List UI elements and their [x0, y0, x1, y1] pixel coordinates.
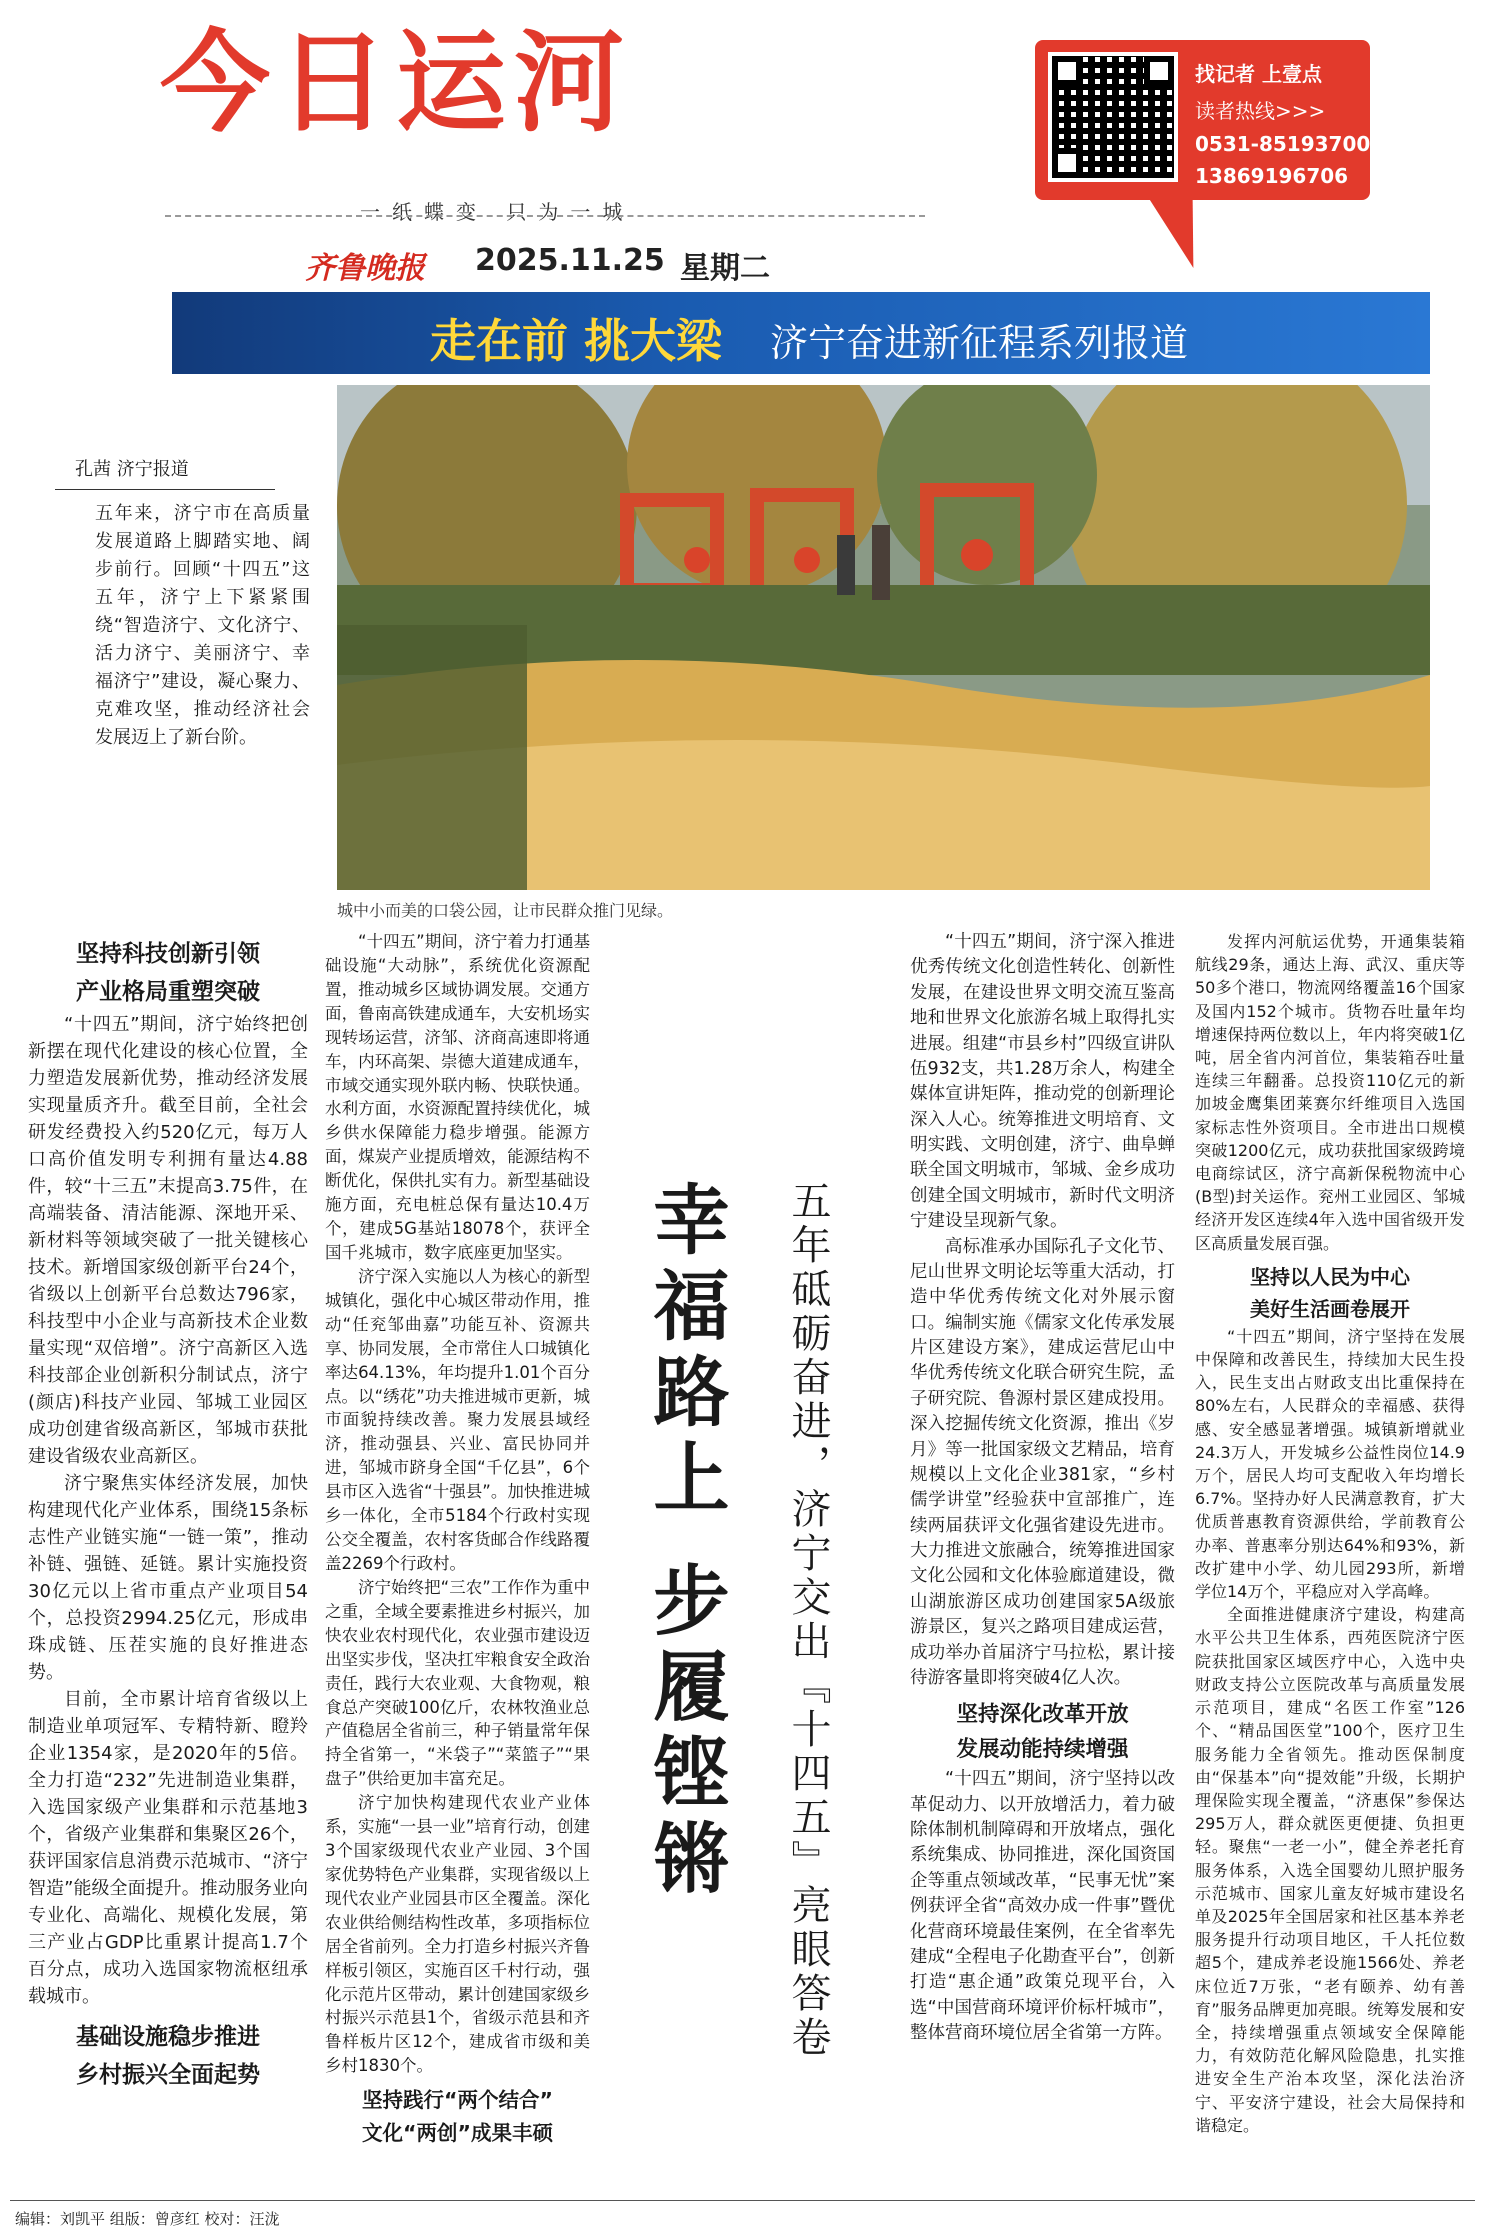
- section-2-paragraph-1: “十四五”期间，济宁着力打通基础设施“大动脉”，系统优化资源配置，推动城乡区域协调发展。交通方面，鲁南高铁建成通车，大安机场实现转场运营，济邹、济商高速即将通车，内环高架、崇德大道建成通车，市域交通实现外联内畅、快联快通。水利方面，水资源配置持续优化，城乡供水保障能力稳步增强。能源方面，煤炭产业提质增效，能源结构不断优化，保供扎实有力。新型基础设施方面，充电桩总保有量达10.4万个，建成5G基站18078个，获评全国千兆城市，数字底座更加坚实。: [325, 932, 590, 1262]
- section-2-paragraph-4: 济宁加快构建现代农业产业体系，实施“一县一业”培育行动，创建3个国家级现代农业产业园、3个国家优势特色产业集群，实现省级以上现代农业产业园县市区全覆盖。深化农业供给侧结构性改革，多项指标位居全省前列。全力打造乡村振兴齐鲁样板引领区，实施百区千村行动，强化示范片区带动，累计创建国家级乡村振兴示范县1个，省级示范县和齐鲁样板片区12个，建成省市级和美乡村1830个。: [325, 1793, 590, 2076]
- section-3-heading-2: 文化“两创”成果丰硕: [362, 2121, 553, 2146]
- section-2-paragraph-3: 济宁始终把“三农”工作作为重中之重，全域全要素推进乡村振兴，加快农业农村现代化，农业强市建设迈出坚实步伐，坚决扛牢粮食安全政治责任，践行大农业观、大食物观，粮食总产突破100亿斤，农林牧渔业总产值稳居全省前三，种子销量常年保持全省第一，“米袋子”“菜篮子”“果盘子”供给更加丰富充足。: [325, 1577, 590, 1789]
- column-1: [28, 935, 308, 2094]
- section-3-paragraph-2: 高标准承办国际孔子文化节、尼山世界文明论坛等重大活动，打造中华优秀传统文化对外展示窗口。编制实施《儒家文化传承发展片区建设方案》，建成运营尼山中华优秀传统文化联合研究生院，孟子研究院、鲁源村景区建成投用。深入挖掘传统文化资源，推出《岁月》等一批国家级文艺精品，培育规模以上文化企业381家，“乡村儒学讲堂”经验获中宣部推广，连续两届获评文化强省建设先进市。大力推进文旅融合，统筹推进国家文化公园和文化体验廊道建设，微山湖旅游区成功创建国家5A级旅游景区，复兴之路项目建成运营，成功举办首届济宁马拉松，累计接待游客量即将突破4亿人次。: [910, 1236, 1175, 1688]
- section-2-heading-1: 基础设施稳步推进: [76, 2024, 260, 2050]
- hotline-phone-1[interactable]: 0531-85193700: [1195, 132, 1371, 156]
- column-4: [1195, 930, 1465, 2137]
- section-1-paragraph-3: 目前，全市累计培育省级以上制造业单项冠军、专精特新、瞪羚企业1354家，是2020年的5倍。全力打造“232”先进制造业集群，入选国家级产业集群和示范基地3个，省级产业集群和集聚区26个，获评国家信息消费示范城市、“济宁智造”能级全面提升。推动服务业向专业化、高端化、规模化发展，第三产业占GDP比重累计提高1.7个百分点，成功入选国家物流枢纽承载城市。: [28, 1689, 308, 2007]
- paper-brand: 齐鲁晚报: [305, 251, 425, 286]
- banner-subtitle: 济宁奋进新征程系列报道: [770, 321, 1189, 365]
- qr-code-icon[interactable]: [1048, 52, 1178, 182]
- issue-weekday: 星期二: [680, 251, 770, 286]
- section-1-heading-1: 坚持科技创新引领: [76, 941, 260, 967]
- section-4-heading-1: 坚持深化改革开放: [956, 1702, 1129, 1728]
- masthead-slogan: 一纸蝶变 只为一城: [360, 200, 635, 224]
- hotline-slogan: 找记者 上壹点: [1195, 62, 1322, 86]
- masthead-divider: [165, 215, 925, 217]
- footer-divider: [10, 2200, 1475, 2201]
- section-4-paragraph-1: “十四五”期间，济宁坚持以改革促动力、以开放增活力，着力破除体制机制障碍和开放堵点，强化系统集成、协同推进，深化国资国企等重点领域改革，“民事无忧”案例获评全省“高效办成一件事”暨优化营商环境最佳案例，在全省率先建成“全程电子化勘查平台”，创新打造“惠企通”政策兑现平台，入选“中国营商环境评价标杆城市”，整体营商环境位居全省第一方阵。: [910, 1769, 1175, 2043]
- hotline-phone-2[interactable]: 13869196706: [1195, 164, 1349, 188]
- section-3-paragraph-1: “十四五”期间，济宁深入推进优秀传统文化创造性转化、创新性发展，在建设世界文明交流互鉴高地和世界文化旅游名城上取得扎实进展。组建“市县乡村”四级宣讲队伍932支，共1.28万余人，构建全媒体宣讲矩阵，推动党的创新理论深入人心。统筹推进文明培育、文明实践、文明创建，济宁、曲阜蝉联全国文明城市，邹城、金乡成功创建全国文明城市，新时代文明济宁建设呈现新气象。: [910, 932, 1175, 1232]
- section-2-paragraph-2: 济宁深入实施以人为核心的新型城镇化，强化中心城区带动作用，推动“任兖邹曲嘉”功能互补、资源共享、协同发展，全市常住人口城镇化率达64.13%，年均提升1.01个百分点。以“绣花”功夫推进城市更新，城市面貌持续改善。聚力发展县域经济，推动强县、兴业、富民协同并进，邹城市跻身全国“千亿县”，6个县市区入选省“十强县”。加快推进城乡一体化，全市5184个行政村实现公交全覆盖，农村客货邮合作线路覆盖2269个行政村。: [325, 1266, 590, 1573]
- issue-date: 2025.11.25: [475, 243, 665, 278]
- section-5-heading-2: 美好生活画卷展开: [1250, 1296, 1410, 1321]
- byline-divider: [55, 489, 275, 490]
- headline-main: 幸福路上 步履铿锵: [641, 1180, 730, 1905]
- speech-tail: [1149, 198, 1216, 268]
- headline-sub: 五年砥砺奋进，济宁交出『十四五』亮眼答卷: [785, 1180, 831, 2060]
- banner-main-title: 走在前 挑大梁: [430, 314, 723, 368]
- column-2: [325, 930, 590, 2150]
- photo-caption: 城中小而美的口袋公园，让市民群众推门见绿。: [337, 901, 674, 920]
- byline: 孔茜 济宁报道: [75, 459, 189, 480]
- masthead-title: 今日运河: [160, 19, 632, 147]
- section-5-paragraph-1: “十四五”期间，济宁坚持在发展中保障和改善民生，持续加大民生投入，民生支出占财政支出比重保持在80%左右，人民群众的幸福感、获得感、安全感显著增强。城镇新增就业24.3万人，开发城乡公益性岗位14.9万个，居民人均可支配收入年均增长6.7%。坚持办好人民满意教育，扩大优质普惠教育资源供给，学前教育公办率、普惠率分别达64%和93%，新改扩建中小学、幼儿园293所，新增学位14万个，平稳应对入学高峰。: [1195, 1326, 1465, 1602]
- section-1-heading-2: 产业格局重塑突破: [76, 979, 260, 1005]
- section-3-heading-1: 坚持践行“两个结合”: [362, 2088, 553, 2113]
- section-1-paragraph-1: “十四五”期间，济宁始终把创新摆在现代化建设的核心位置，全力塑造发展新优势，推动经济发展实现量质齐升。截至目前，全社会研发经费投入约520亿元，每万人口高价值发明专利拥有量达4.88件，较“十三五”末提高3.75件，在高端装备、清洁能源、深地开采、新材料等领域突破了一批关键核心技术。新增国家级创新平台24个，省级以上创新平台总数达796家，科技型中小企业与高新技术企业数量实现“双倍增”。济宁高新区入选科技部企业创新积分制试点，济宁(颜店)科技产业园、邹城工业园区成功创建省级高新区，邹城市获批建设省级农业高新区。: [28, 1014, 308, 1467]
- editor-credits: 编辑：刘凯平 组版：曾彦红 校对：汪泷: [15, 2210, 280, 2228]
- column-3: [910, 930, 1175, 2046]
- section-4-heading-2: 发展动能持续增强: [956, 1737, 1129, 1763]
- section-5-paragraph-2: 全面推进健康济宁建设，构建高水平公共卫生体系，西苑医院济宁医院获批国家区域医疗中心，入选中央财政支持公立医院改革与高质量发展示范项目，建成“名医工作室”126个、“精品国医堂”100个，医疗卫生服务能力全省领先。推动医保制度由“保基本”向“提效能”升级，长期护理保险实现全覆盖，“济惠保”参保达295万人，群众就医更便捷、负担更轻。聚焦“一老一小”，健全养老托育服务体系，入选全国婴幼儿照护服务示范城市、国家儿童友好城市建设名单及2025年全国居家和社区基本养老服务提升行动项目地区，千人托位数超5个，建成养老设施1566处、养老床位近7万张，“老有颐养、幼有善育”服务品牌更加亮眼。统筹发展和安全，持续增强重点领域安全保障能力，有效防范化解风险隐患，扎实推进安全生产治本攻坚，深化法治济宁、平安济宁建设，社会大局保持和谐稳定。: [1195, 1605, 1465, 2135]
- park-scene-image: [337, 385, 1430, 890]
- section-1-paragraph-2: 济宁聚焦实体经济发展，加快构建现代化产业体系，围绕15条标志性产业链实施“一链一策”，推动补链、强链、延链。累计实施投资30亿元以上省市重点产业项目54个，总投资2994.25亿元，形成串珠成链、压茬实施的良好推进态势。: [28, 1473, 308, 1683]
- article-intro: 五年来，济宁市在高质量发展道路上脚踏实地、阔步前行。回顾“十四五”这五年，济宁上下紧紧围绕“智造济宁、文化济宁、活力济宁、美丽济宁、幸福济宁”建设，凝心聚力、克难攻坚，推动经济社会发展迈上了新台阶。: [95, 503, 310, 748]
- hotline-label: 读者热线>>>: [1195, 99, 1326, 123]
- section-5-heading-1: 坚持以人民为中心: [1250, 1264, 1410, 1289]
- section-2-heading-2: 乡村振兴全面起势: [76, 2062, 260, 2088]
- section-4-paragraph-2: 发挥内河航运优势，开通集装箱航线29条，通达上海、武汉、重庆等50多个港口，物流网络覆盖16个国家及国内152个城市。货物吞吐量年均增速保持两位数以上，年内将突破1亿吨，居全省内河首位，集装箱吞吐量连续三年翻番。总投资110亿元的新加坡金鹰集团莱赛尔纤维项目入选国家标志性外资项目。全市进出口规模突破1200亿元，成功获批国家级跨境电商综试区，济宁高新保税物流中心(B型)封关运作。兖州工业园区、邹城经济开发区连续4年入选中国省级开发区高质量发展百强。: [1195, 932, 1465, 1253]
- park-photo: [337, 385, 1430, 890]
